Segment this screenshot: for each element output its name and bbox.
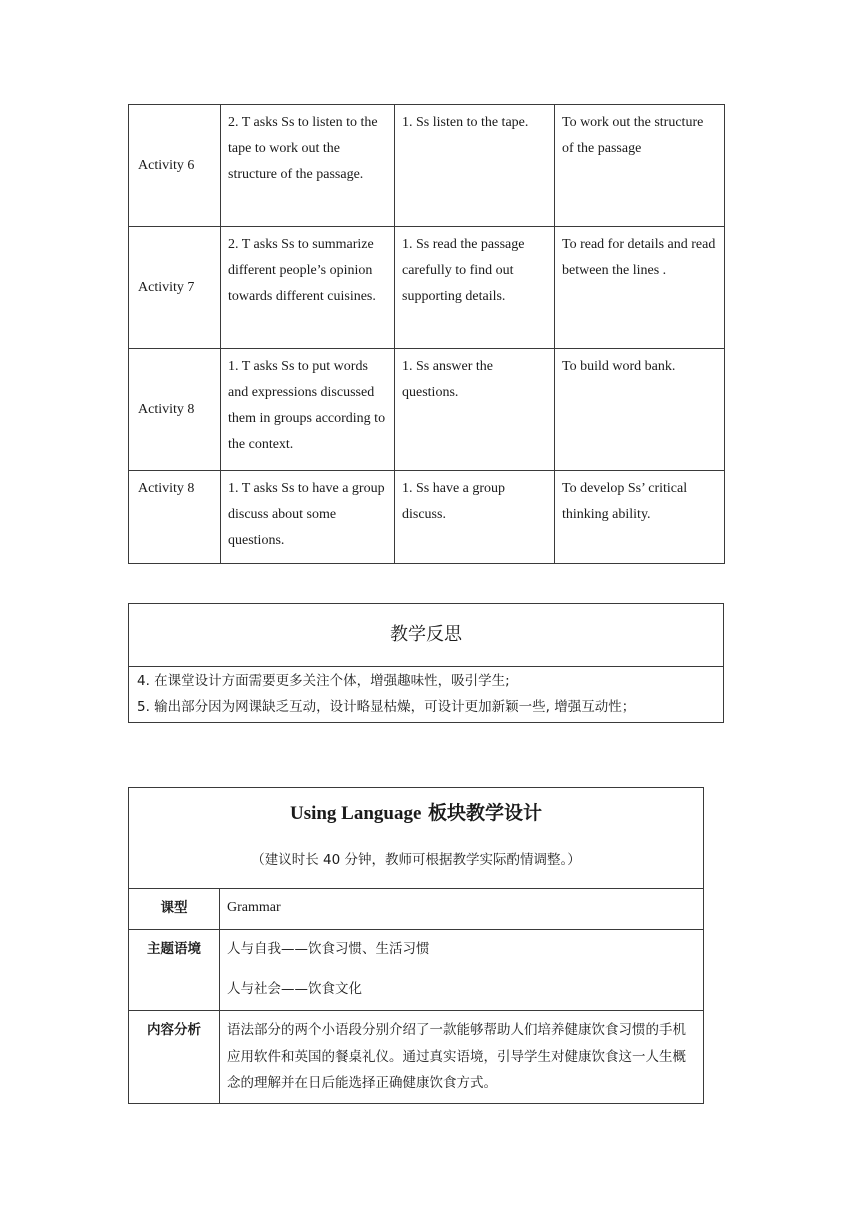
type-value: Grammar [220, 889, 704, 930]
reflection-item: 5. 输出部分因为网课缺乏互动，设计略显枯燥，可设计更加新颖一些, 增强互动性； [137, 699, 636, 715]
lesson-design-table [128, 787, 704, 1104]
reflection-item: 4. 在课堂设计方面需要更多关注个体，增强趣味性，吸引学生; [137, 673, 510, 689]
reflection-body [129, 667, 724, 723]
student-activity: 1. Ss answer the questions. [395, 349, 555, 471]
theme-label: 主题语境 [129, 930, 220, 1011]
theme-value [220, 930, 704, 1011]
lesson-subtitle: （建议时长 40 分钟，教师可根据教学实际酌情调整。） [251, 852, 581, 868]
teacher-activity: 1. T asks Ss to have a group discuss about some questions. [221, 471, 395, 564]
lesson-title-cn: 板块教学设计 [421, 802, 543, 824]
student-activity: 1. Ss read the passage carefully to find out supporting details. [395, 227, 555, 349]
lesson-row-content [129, 1011, 704, 1104]
activity-row [129, 227, 725, 349]
content-label: 内容分析 [129, 1011, 220, 1104]
teacher-activity: 2. T asks Ss to summarize different people’s opinion towards different cuisines. [221, 227, 395, 349]
teacher-activity: 2. T asks Ss to listen to the tape to work out the structure of the passage. [221, 105, 395, 227]
lesson-title [129, 800, 703, 827]
type-label: 课型 [129, 889, 220, 930]
activity-purpose: To work out the structure of the passage [555, 105, 725, 227]
activity-name: Activity 8 [129, 471, 221, 564]
activity-row [129, 105, 725, 227]
teacher-activity: 1. T asks Ss to put words and expressions discussed them in groups according to the context. [221, 349, 395, 471]
reflection-table [128, 603, 724, 723]
activity-name: Activity 8 [129, 349, 221, 471]
lesson-row-type [129, 889, 704, 930]
student-activity: 1. Ss listen to the tape. [395, 105, 555, 227]
theme-line: 人与社会——饮食文化 [227, 981, 362, 997]
reflection-title: 教学反思 [129, 604, 724, 667]
theme-line: 人与自我——饮食习惯、生活习惯 [227, 941, 430, 957]
activity-purpose: To build word bank. [555, 349, 725, 471]
activity-row [129, 349, 725, 471]
lesson-title-en: Using Language [289, 803, 422, 824]
activity-name: Activity 6 [129, 105, 221, 227]
activities-table [128, 104, 725, 564]
lesson-header [129, 788, 704, 889]
activity-purpose: To develop Ss’ critical thinking ability. [555, 471, 725, 564]
activity-purpose: To read for details and read between the lines . [555, 227, 725, 349]
content-value: 语法部分的两个小语段分别介绍了一款能够帮助人们培养健康饮食习惯的手机应用软件和英国的餐桌礼仪。通过真实语境，引导学生对健康饮食这一人生概念的理解并在日后能选择正确健康饮食方式。 [220, 1011, 704, 1104]
student-activity: 1. Ss have a group discuss. [395, 471, 555, 564]
lesson-row-theme [129, 930, 704, 1011]
activity-row [129, 471, 725, 564]
activity-name: Activity 7 [129, 227, 221, 349]
